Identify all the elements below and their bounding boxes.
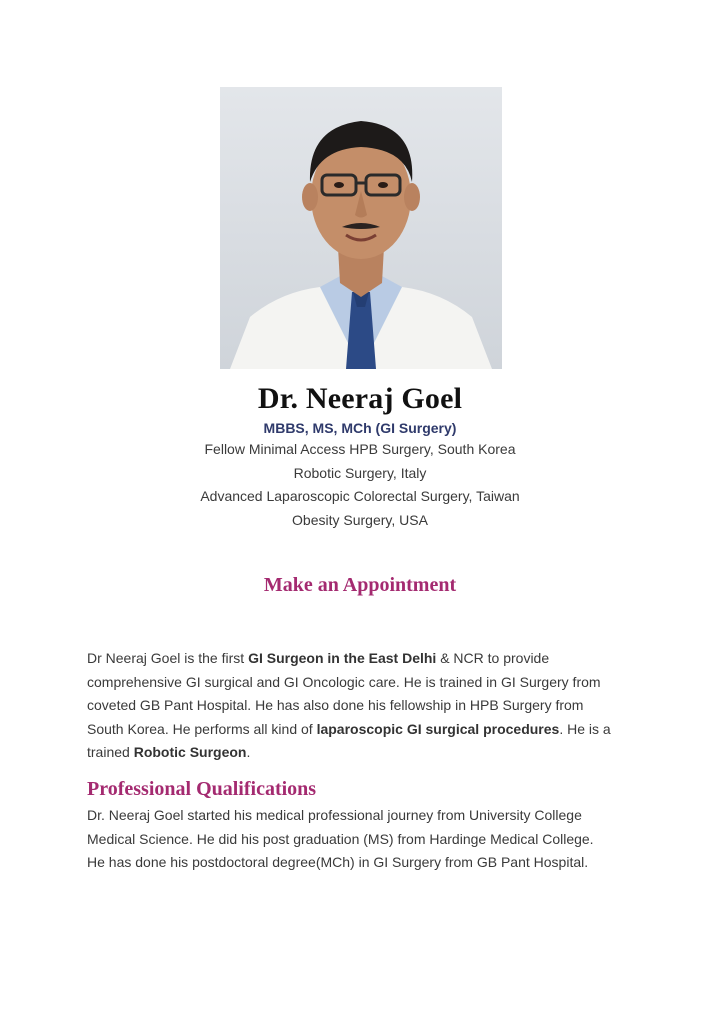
about-line-3: coveted GB Pant Hospital. He has also done his fellowship in HPB Surgery from <box>87 697 584 713</box>
highlight-gi-surgeon: GI Surgeon in the East Delhi <box>248 650 437 666</box>
qualification-line: He has done his postdoctoral degree(MCh) in GI Surgery from GB Pant Hospital. <box>87 854 589 870</box>
qualification-line: Dr. Neeraj Goel started his medical professional journey from University College <box>87 807 582 823</box>
doctor-name: Dr. Neeraj Goel <box>257 382 463 415</box>
about-line-1: Dr Neeraj Goel is the first GI Surgeon in the East Delhi & NCR to provide <box>87 650 550 666</box>
doctor-degrees: MBBS, MS, MCh (GI Surgery) <box>263 420 457 436</box>
about-line-5: trained Robotic Surgeon. <box>87 744 251 760</box>
fellowship-item: Robotic Surgery, Italy <box>293 465 427 481</box>
doctor-photo <box>220 87 502 369</box>
qualifications-heading: Professional Qualifications <box>87 778 317 800</box>
about-paragraph <box>87 647 647 765</box>
highlight-laparoscopic: laparoscopic GI surgical procedures <box>316 720 560 737</box>
fellowship-item: Advanced Laparoscopic Colorectal Surgery, Taiwan <box>200 488 520 504</box>
fellowship-item: Fellow Minimal Access HPB Surgery, South Korea <box>204 441 516 457</box>
make-appointment-link[interactable]: Make an Appointment <box>263 574 457 596</box>
about-line-4: South Korea. He performs all kind of laparoscopic GI surgical procedures. He is a <box>87 720 611 737</box>
about-line-2: comprehensive GI surgical and GI Oncologic care. He is trained in GI Surgery from <box>87 673 601 690</box>
qualifications-paragraph <box>87 804 647 875</box>
fellowship-item: Obesity Surgery, USA <box>292 512 428 528</box>
qualification-line: Medical Science. He did his post graduation (MS) from Hardinge Medical College. <box>87 830 594 847</box>
highlight-robotic: Robotic Surgeon <box>133 744 247 760</box>
